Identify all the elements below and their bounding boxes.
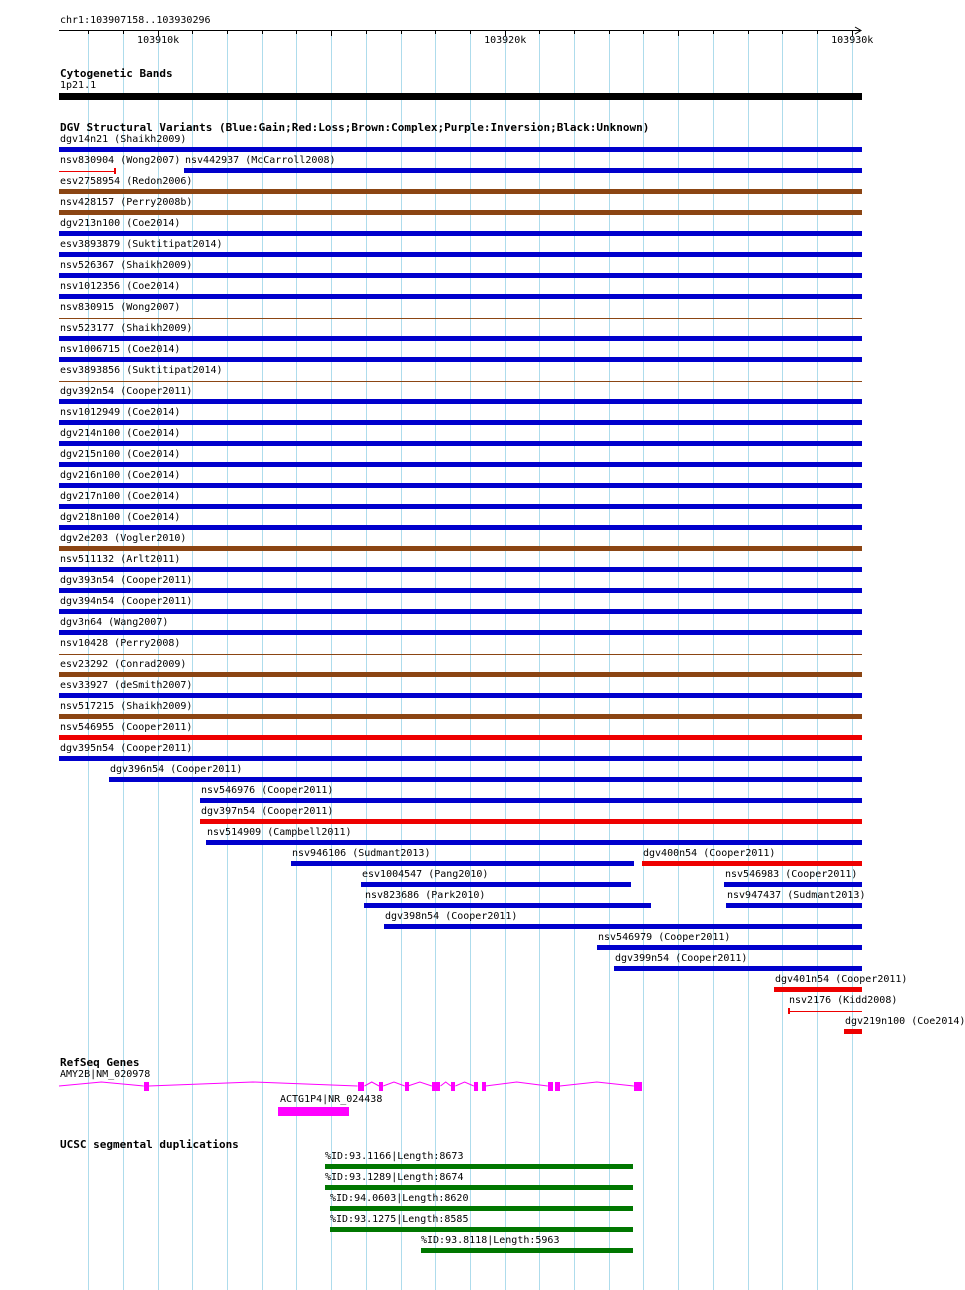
variant-bar[interactable] <box>59 318 862 319</box>
ruler-tick-label: 103920k <box>484 35 527 46</box>
variant-bar[interactable] <box>59 504 862 509</box>
variant-label[interactable]: nsv830904 (Wong2007) <box>60 155 181 166</box>
variant-label[interactable]: dgv395n54 (Cooper2011) <box>60 743 193 754</box>
variant-label[interactable]: dgv215n100 (Coe2014) <box>60 449 181 460</box>
variant-bar[interactable] <box>59 462 862 467</box>
segdup-label[interactable]: %ID:94.0603|Length:8620 <box>330 1193 469 1204</box>
variant-label[interactable]: dgv2e203 (Vogler2010) <box>60 533 187 544</box>
variant-label[interactable]: dgv401n54 (Cooper2011) <box>775 974 908 985</box>
variant-label[interactable]: dgv400n54 (Cooper2011) <box>643 848 776 859</box>
variant-label[interactable]: esv2758954 (Redon2006) <box>60 176 193 187</box>
variant-label[interactable]: dgv213n100 (Coe2014) <box>60 218 181 229</box>
cytoband-bar[interactable] <box>59 93 862 100</box>
variant-bar[interactable] <box>59 546 862 551</box>
variant-label[interactable]: dgv214n100 (Coe2014) <box>60 428 181 439</box>
exon-block <box>482 1082 486 1091</box>
variant-label[interactable]: nsv546976 (Cooper2011) <box>201 785 334 796</box>
variant-bar[interactable] <box>200 798 862 803</box>
variant-label[interactable]: nsv1012356 (Coe2014) <box>60 281 181 292</box>
variant-label[interactable]: dgv218n100 (Coe2014) <box>60 512 181 523</box>
variant-bar[interactable] <box>364 903 651 908</box>
segdup-track-title[interactable]: UCSC segmental duplications <box>60 1138 239 1151</box>
variant-label[interactable]: dgv14n21 (Shaikh2009) <box>60 134 187 145</box>
variant-bar[interactable] <box>109 777 862 782</box>
exon-block <box>634 1082 642 1091</box>
cytoband-track-title[interactable]: Cytogenetic Bands <box>60 67 173 80</box>
variant-bar[interactable] <box>59 147 862 152</box>
variant-label[interactable]: nsv947437 (Sudmant2013) <box>727 890 866 901</box>
variant-bar[interactable] <box>59 735 862 740</box>
variant-label[interactable]: nsv546955 (Cooper2011) <box>60 722 193 733</box>
variant-bar[interactable] <box>59 231 862 236</box>
variant-label[interactable]: nsv1006715 (Coe2014) <box>60 344 181 355</box>
variant-bar[interactable] <box>726 903 862 908</box>
segdup-bar[interactable] <box>325 1185 633 1190</box>
variant-bar[interactable] <box>844 1029 862 1034</box>
exon-block <box>555 1082 560 1091</box>
variant-bar[interactable] <box>361 882 631 887</box>
variant-bar[interactable] <box>59 189 862 194</box>
variant-bar[interactable] <box>59 381 862 382</box>
variant-end-cap <box>114 168 116 174</box>
variant-bar[interactable] <box>59 630 862 635</box>
variant-label[interactable]: nsv1012949 (Coe2014) <box>60 407 181 418</box>
variant-bar[interactable] <box>59 609 862 614</box>
variant-bar[interactable] <box>59 171 116 172</box>
variant-bar[interactable] <box>774 987 862 992</box>
variant-end-cap <box>788 1008 790 1014</box>
variant-bar[interactable] <box>59 756 862 761</box>
refseq-track-title[interactable]: RefSeq Genes <box>60 1056 140 1069</box>
segdup-label[interactable]: %ID:93.1166|Length:8673 <box>325 1151 464 1162</box>
variant-bar[interactable] <box>184 168 862 173</box>
variant-label[interactable]: dgv392n54 (Cooper2011) <box>60 386 193 397</box>
variant-bar[interactable] <box>597 945 862 950</box>
variant-label[interactable]: dgv3n64 (Wang2007) <box>60 617 169 628</box>
variant-bar[interactable] <box>59 252 862 257</box>
segdup-bar[interactable] <box>330 1227 633 1232</box>
variant-label[interactable]: esv23292 (Conrad2009) <box>60 659 187 670</box>
variant-bar[interactable] <box>59 483 862 488</box>
variant-bar[interactable] <box>59 441 862 446</box>
gene-model-amy2b[interactable] <box>0 1075 890 1100</box>
ruler-tick-label: 103930k <box>831 35 874 46</box>
segdup-bar[interactable] <box>421 1248 633 1253</box>
variant-label[interactable]: nsv830915 (Wong2007) <box>60 302 181 313</box>
region-label: chr1:103907158..103930296 <box>60 15 211 26</box>
variant-bar[interactable] <box>59 672 862 677</box>
variant-bar[interactable] <box>59 525 862 530</box>
variant-bar[interactable] <box>59 399 862 404</box>
dgv-track-title[interactable]: DGV Structural Variants (Blue:Gain;Red:Loss;Brown:Complex;Purple:Inversion;Black:Unknown) <box>60 121 650 134</box>
variant-label[interactable]: nsv823686 (Park2010) <box>365 890 486 901</box>
exon-block <box>379 1082 383 1091</box>
variant-label[interactable]: nsv517215 (Shaikh2009) <box>60 701 193 712</box>
position-ruler <box>0 25 890 49</box>
variant-bar[interactable] <box>59 693 862 698</box>
variant-bar[interactable] <box>206 840 862 845</box>
variant-bar[interactable] <box>59 567 862 572</box>
variant-label[interactable]: nsv526367 (Shaikh2009) <box>60 260 193 271</box>
variant-label[interactable]: nsv514909 (Campbell2011) <box>207 827 352 838</box>
variant-label[interactable]: dgv393n54 (Cooper2011) <box>60 575 193 586</box>
segdup-label[interactable]: %ID:93.8118|Length:5963 <box>421 1235 560 1246</box>
variant-label[interactable]: dgv396n54 (Cooper2011) <box>110 764 243 775</box>
variant-label[interactable]: dgv398n54 (Cooper2011) <box>385 911 518 922</box>
variant-label[interactable]: dgv219n100 (Coe2014) <box>845 1016 965 1027</box>
variant-label[interactable]: dgv217n100 (Coe2014) <box>60 491 181 502</box>
variant-bar[interactable] <box>59 357 862 362</box>
exon-block <box>432 1082 440 1091</box>
variant-bar[interactable] <box>59 420 862 425</box>
segdup-bar[interactable] <box>330 1206 633 1211</box>
variant-label[interactable]: nsv442937 (McCarroll2008) <box>185 155 336 166</box>
variant-bar[interactable] <box>59 714 862 719</box>
variant-label[interactable]: nsv946106 (Sudmant2013) <box>292 848 431 859</box>
variant-bar[interactable] <box>59 654 862 655</box>
variant-label[interactable]: nsv10428 (Perry2008) <box>60 638 181 649</box>
gene-label-amy2b[interactable]: AMY2B|NM_020978 <box>60 1069 151 1080</box>
variant-label[interactable]: esv3893856 (Suktitipat2014) <box>60 365 223 376</box>
variant-bar[interactable] <box>384 924 862 929</box>
exon-block <box>144 1082 149 1091</box>
variant-label[interactable]: esv3893879 (Suktitipat2014) <box>60 239 223 250</box>
variant-bar[interactable] <box>59 210 862 215</box>
variant-label[interactable]: nsv2176 (Kidd2008) <box>789 995 898 1006</box>
variant-bar[interactable] <box>200 819 862 824</box>
gene-model-actg1p4[interactable] <box>278 1107 349 1116</box>
variant-label[interactable]: esv33927 (deSmith2007) <box>60 680 193 691</box>
variant-bar[interactable] <box>724 882 862 887</box>
variant-label[interactable]: nsv523177 (Shaikh2009) <box>60 323 193 334</box>
variant-label[interactable]: nsv428157 (Perry2008b) <box>60 197 193 208</box>
variant-bar[interactable] <box>59 273 862 278</box>
gene-label-actg1p4[interactable]: ACTG1P4|NR_024438 <box>280 1094 383 1105</box>
variant-bar[interactable] <box>59 294 862 299</box>
variant-bar[interactable] <box>59 336 862 341</box>
variant-label[interactable]: dgv399n54 (Cooper2011) <box>615 953 748 964</box>
variant-bar[interactable] <box>614 966 862 971</box>
variant-label[interactable]: nsv511132 (Arlt2011) <box>60 554 181 565</box>
segdup-bar[interactable] <box>325 1164 633 1169</box>
exon-block <box>405 1082 409 1091</box>
variant-label[interactable]: nsv546983 (Cooper2011) <box>725 869 858 880</box>
variant-label[interactable]: dgv394n54 (Cooper2011) <box>60 596 193 607</box>
exon-block <box>358 1082 364 1091</box>
exon-block <box>548 1082 553 1091</box>
variant-label[interactable]: nsv546979 (Cooper2011) <box>598 932 731 943</box>
variant-bar[interactable] <box>291 861 634 866</box>
cytoband-label[interactable]: 1p21.1 <box>60 80 97 91</box>
variant-bar[interactable] <box>788 1011 862 1012</box>
variant-label[interactable]: dgv216n100 (Coe2014) <box>60 470 181 481</box>
variant-bar[interactable] <box>642 861 862 866</box>
variant-label[interactable]: dgv397n54 (Cooper2011) <box>201 806 334 817</box>
segdup-label[interactable]: %ID:93.1289|Length:8674 <box>325 1172 464 1183</box>
variant-label[interactable]: esv1004547 (Pang2010) <box>362 869 489 880</box>
exon-block <box>451 1082 455 1091</box>
segdup-label[interactable]: %ID:93.1275|Length:8585 <box>330 1214 469 1225</box>
ruler-tick-label: 103910k <box>137 35 180 46</box>
variant-bar[interactable] <box>59 588 862 593</box>
exon-block <box>474 1082 478 1091</box>
